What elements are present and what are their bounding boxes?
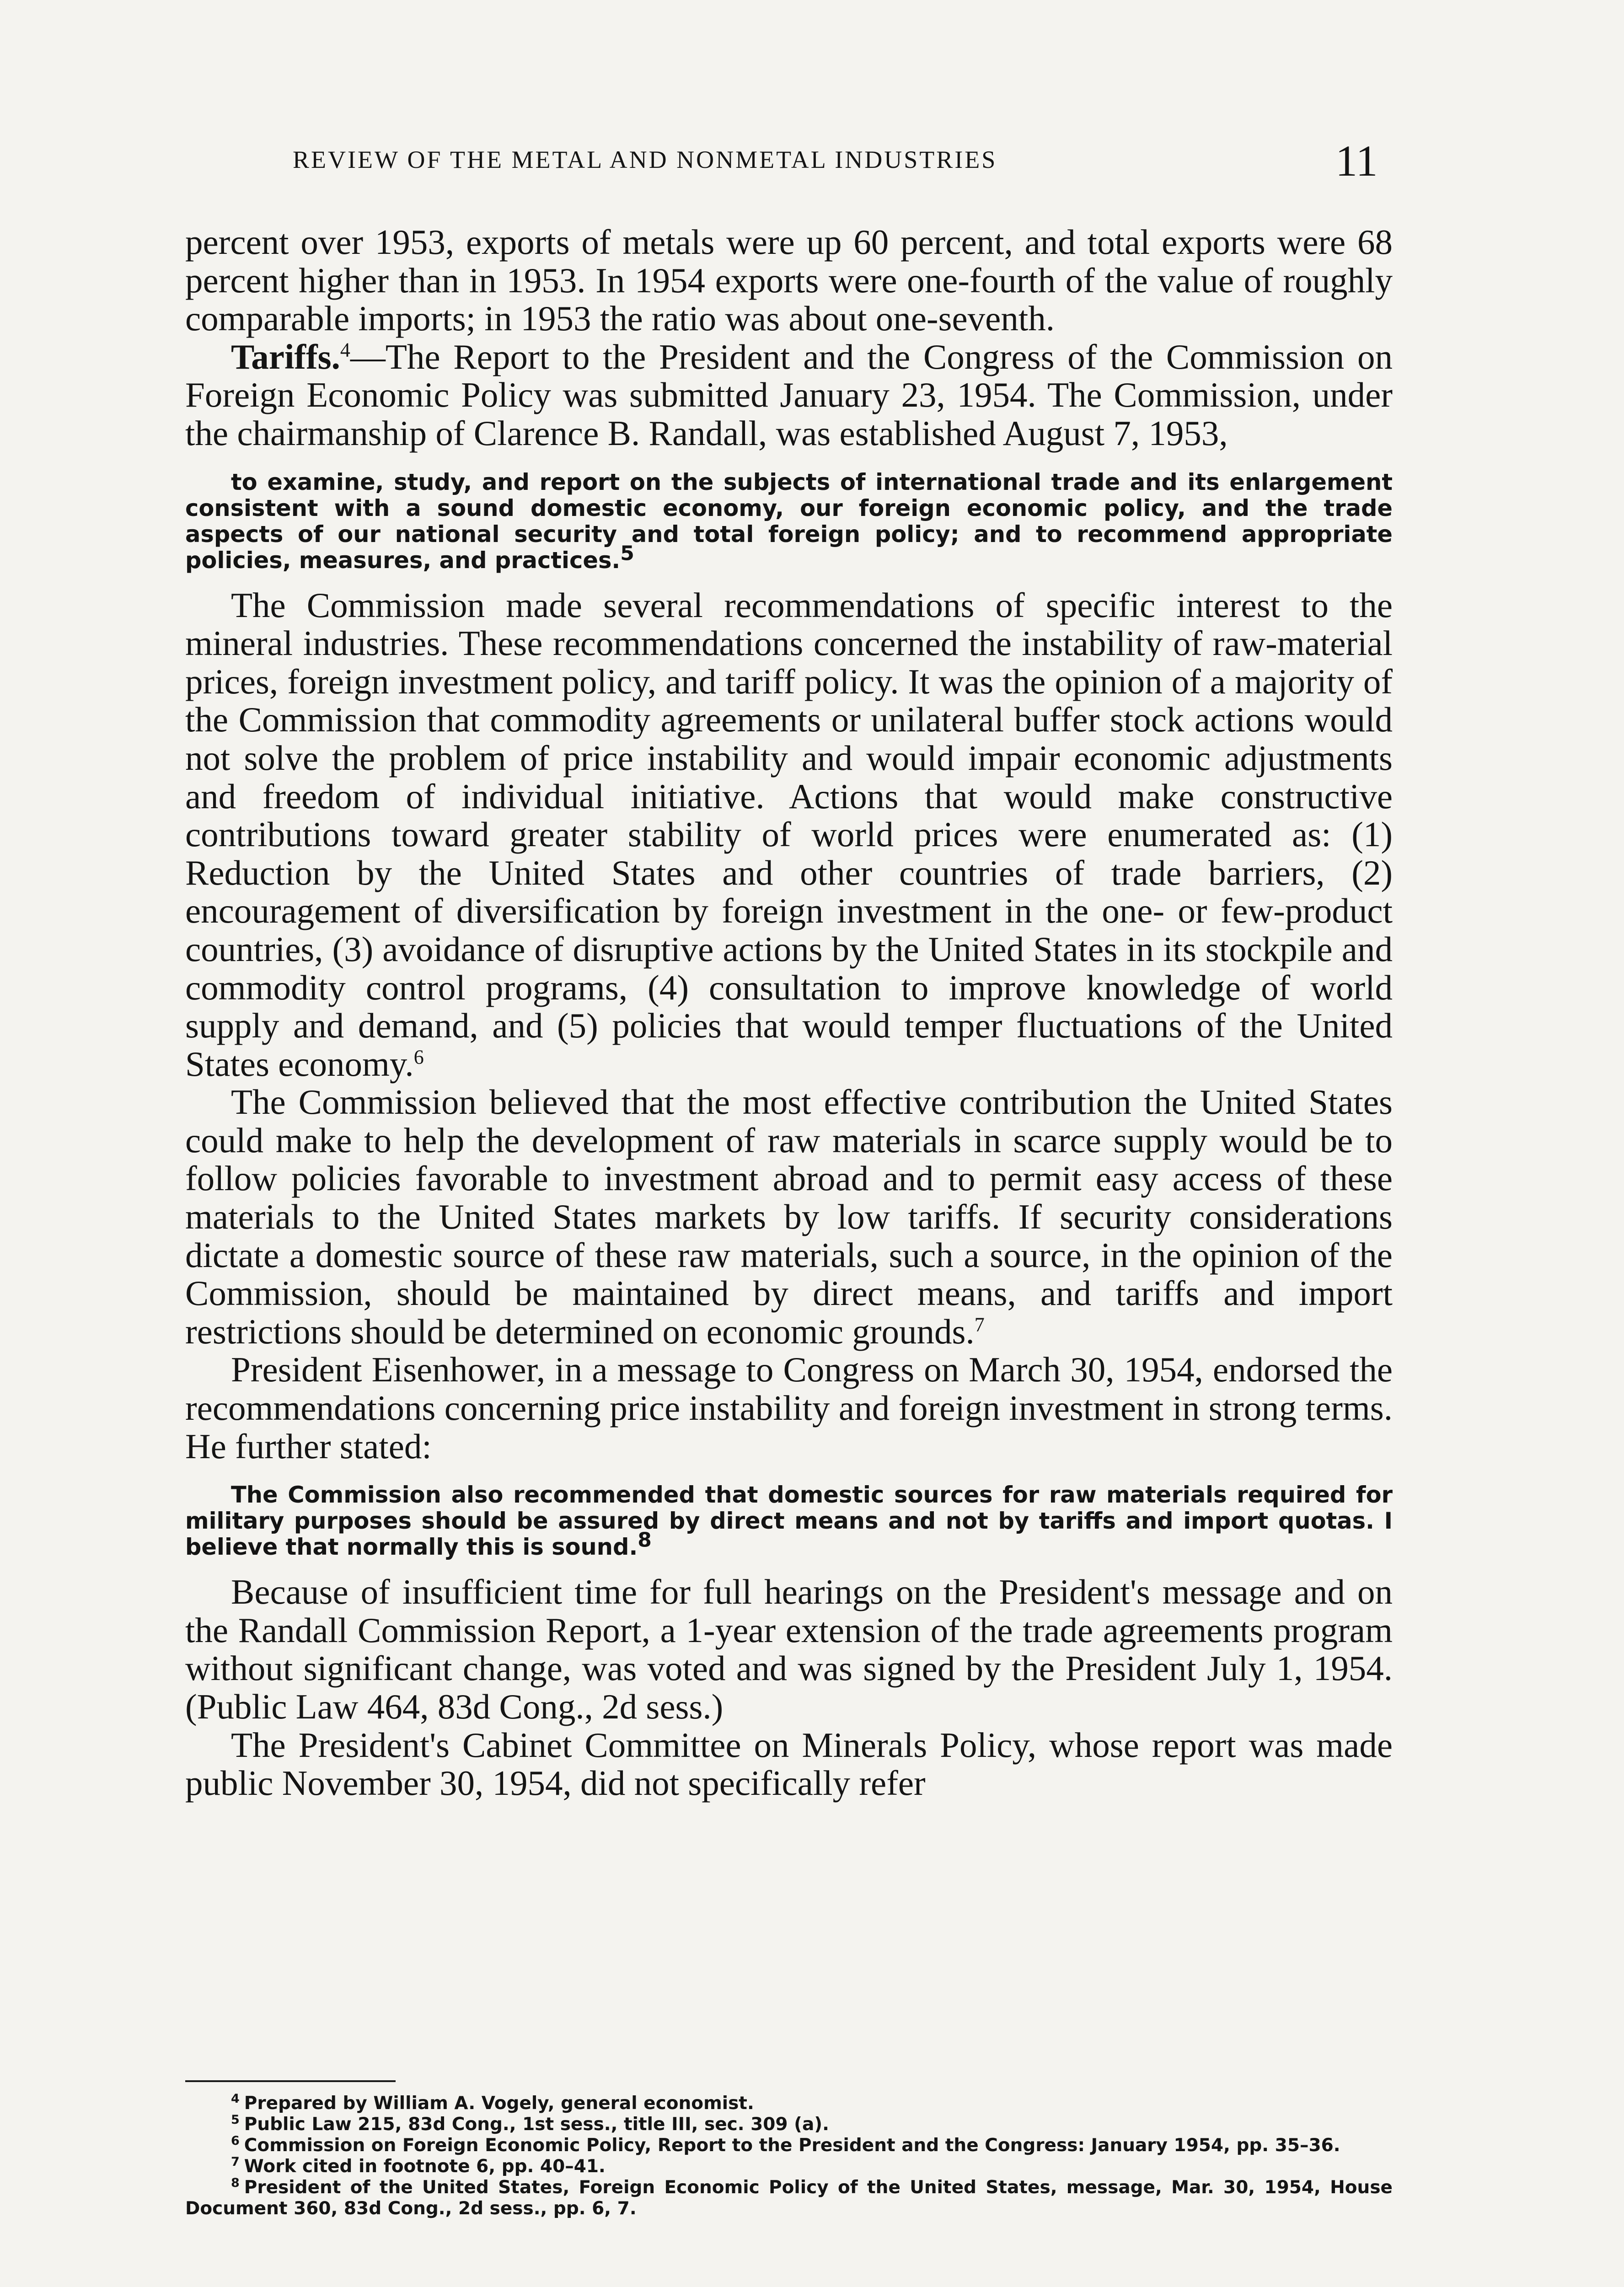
footnotes — [185, 2093, 1393, 2219]
paragraph-tariffs: Tariffs.$^4$—The Report to the President and the Congress of the Commission on Foreign Economic Policy was submitted January 23, 1954. The Commission, under the chairmanship of Clarence B. Randall, was established August 7, 1953, — [185, 337, 1393, 453]
footnote-ref-5: 5 — [620, 542, 634, 565]
paragraph-eisenhower: President Eisenhower, in a message to Congress on March 30, 1954, endorsed the recommendations concerning price instability and foreign investment in strong terms. He further stated: — [185, 1350, 1393, 1466]
footnote: $^5$ Public Law 215, 83d Cong., 1st sess., title III, sec. 309 (a). — [231, 2113, 829, 2135]
running-head: REVIEW OF THE METAL AND NONMETAL INDUSTRIES — [293, 146, 997, 173]
footnote-ref-8: 8 — [638, 1528, 652, 1552]
footnote: $^7$ Work cited in footnote 6, pp. 40–41. — [231, 2155, 606, 2177]
paragraph-cabinet-committee: The President's Cabinet Committee on Minerals Policy, whose report was made public November 30, 1954, did not specifically refer — [185, 1725, 1393, 1803]
tariffs-heading: Tariffs. — [231, 337, 340, 376]
footnote: $^8$ President of the United States, Foreign Economic Policy of the United States, message, Mar. 30, 1954, House Document 360, 83d Cong., 2d sess., pp. 6, 7. — [185, 2176, 1393, 2219]
block-quote-commission-mandate: to examine, study, and report on the subjects of international trade and its enlargement consistent with a sound domestic economy, our foreign economic policy, and the trade aspects of our national security and total foreign policy; and to recommend appropriate policies, measures, and practices.$^5$ — [185, 468, 1393, 574]
page-number: 11 — [1335, 136, 1378, 185]
paragraph-exports: percent over 1953, exports of metals were up 60 percent, and total exports were 68 percent higher than in 1953. In 1954 exports were one-fourth of the value of roughly comparable imports; in 1953 the ratio was about one-seventh. — [185, 222, 1393, 338]
footnote-ref-6: 6 — [413, 1046, 424, 1068]
footnote-ref-7: 7 — [974, 1313, 985, 1336]
paragraph-commission-belief: The Commission believed that the most effective contribution the United States could make to help the development of raw materials in scarce supply would be to follow policies favorable to investment abroad and to permit easy access of these materials to the United States markets by low tariffs. If security considerations dictate a domestic source of these raw materials, such a source, in the opinion of the Commission, should be maintained by direct means, and tariffs and import restrictions should be determined on economic grounds.$^7$ — [185, 1082, 1393, 1351]
paragraph-recommendations: The Commission made several recommendations of specific interest to the mineral industries. These recommendations concerned the instability of raw-material prices, foreign investment policy, and tariff policy. It was the opinion of a majority of the Commission that commodity agreements or unilateral buffer stock actions would not solve the problem of price instability and would impair economic adjustments and freedom of individual initiative. Actions that would make constructive contributions toward greater stability of world prices were enumerated as: (1) Reduction by the United States and other countries of trade barriers, (2) encouragement of diversification by foreign investment in the one- or few-product countries, (3) avoidance of disruptive actions by the United States in its stockpile and commodity control programs, (4) consultation to improve knowledge of world supply and demand, and (5) policies that would temper fluctuations of the United States economy.$^6$ — [185, 585, 1393, 1084]
block-quote-president: The Commission also recommended that domestic sources for raw materials required for military purposes should be assured by direct means and not by tariffs and import quotas. I believe that normally this is sound.$^8$ — [185, 1482, 1393, 1561]
body-text — [185, 223, 1393, 1803]
footnote: $^4$ Prepared by William A. Vogely, general economist. — [231, 2092, 754, 2114]
footnote: $^6$ Commission on Foreign Economic Policy, Report to the President and the Congress: January 1954, pp. 35–36. — [231, 2134, 1340, 2156]
footnote-ref-4: 4 — [340, 338, 350, 361]
paragraph-extension: Because of insufficient time for full hearings on the President's message and on the Randall Commission Report, a 1-year extension of the trade agreements program without significant change, was voted and was signed by the President July 1, 1954. (Public Law 464, 83d Cong., 2d sess.) — [185, 1572, 1393, 1726]
footnote-divider — [185, 2080, 396, 2082]
